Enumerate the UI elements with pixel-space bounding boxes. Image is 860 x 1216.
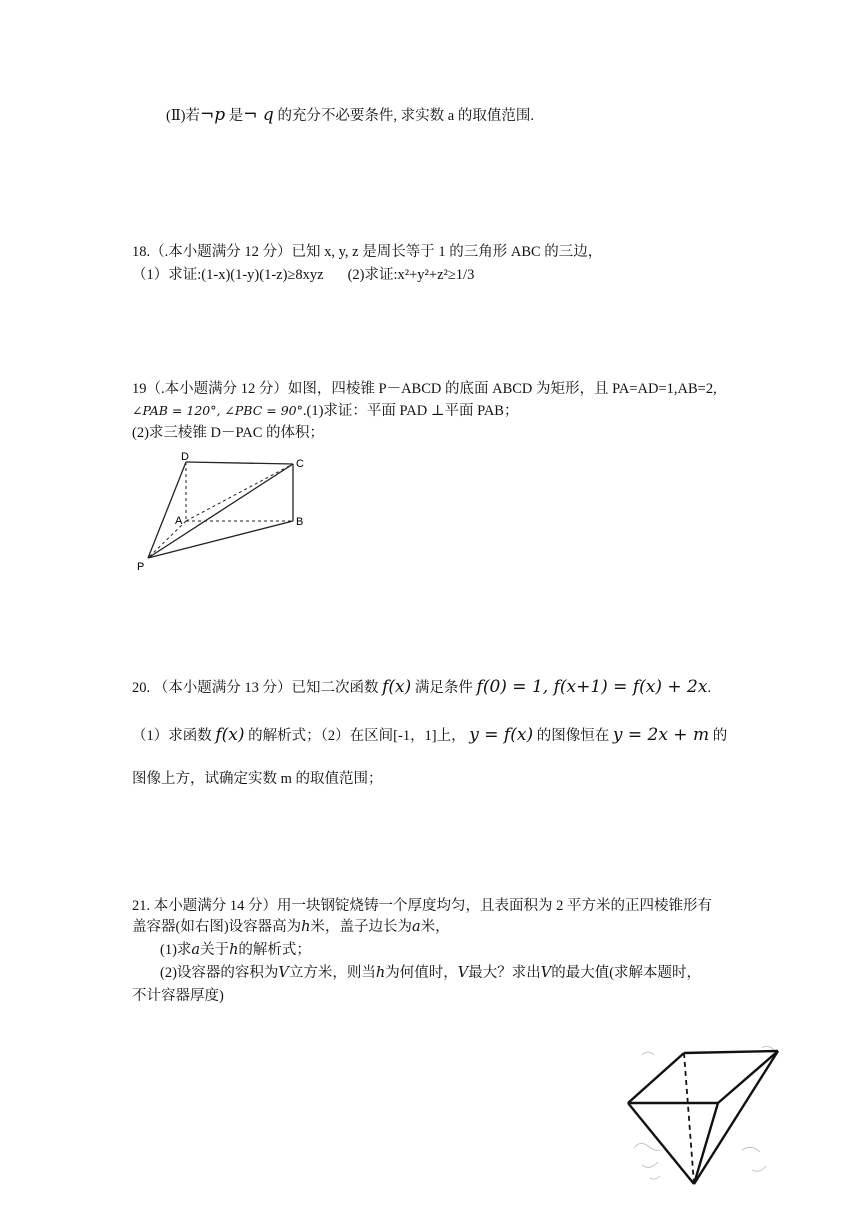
vertex-label-d: D	[181, 451, 189, 463]
q19-line2	[132, 402, 518, 420]
q20-dot: .	[707, 680, 712, 696]
q21-l3b: 关于	[200, 942, 230, 958]
var-v-2: V	[457, 965, 469, 981]
q20-p1-d: 的	[712, 728, 728, 744]
q18-p1-label: （1）求证:	[132, 267, 202, 283]
q17-mid: 是	[225, 108, 244, 124]
q17-rest: 的充分不必要条件, 求实数 a 的取值范围.	[273, 108, 534, 124]
q20-head-a: 20. （本小题满分 13 分）已知二次函数	[132, 680, 379, 696]
q19-p2: (2)求三棱锥 D－PAC 的体积；	[132, 425, 325, 441]
q21-l4e: 的最大值(求解本题时，	[551, 965, 702, 981]
container-figure-q21	[622, 1030, 788, 1200]
q21-line5: 不计容器厚度)	[132, 988, 224, 1004]
q18-head: 18.（.本小题满分 12 分）已知 x, y, z 是周长等于 1 的三角形 ABC 的三边，	[132, 244, 603, 260]
q21-line3	[160, 941, 311, 959]
neg-q-expr: ¬ q	[243, 105, 274, 125]
yfx-expr: y = f(x)	[469, 725, 534, 745]
q18-p2-expr: x²+y²+z²≥1/3	[397, 267, 475, 283]
q19-head: 19（.本小题满分 12 分）如图，四棱锥 P－ABCD 的底面 ABCD 为矩形，且 PA=AD=1,AB=2,	[132, 381, 717, 397]
vertex-label-c: C	[296, 458, 304, 470]
q20-p2: 图像上方，试确定实数 m 的取值范围；	[132, 771, 383, 787]
line-expr: y = 2x + m	[612, 725, 710, 745]
var-h-3: h	[375, 965, 386, 981]
q21-l4b: 立方米，则当	[288, 965, 376, 981]
q21-line4	[160, 964, 701, 982]
q20-p1-c: 的图像恒在	[536, 728, 610, 744]
q18-p2-label: (2)求证:	[347, 267, 398, 283]
q18-parts	[132, 266, 474, 284]
neg-p-expr: ¬p	[200, 105, 226, 125]
q21-l2b: 米，盖子边长为	[310, 919, 412, 935]
vertex-label-a: A	[175, 515, 183, 527]
var-h: h	[301, 919, 311, 935]
q19-p1: .(1)求证：平面 PAD ⊥平面 PAB；	[302, 403, 519, 419]
q20-p1-b: 的解析式；（2）在区间[-1，1]上，	[248, 728, 466, 744]
q20-p1-a: （1）求函数	[132, 728, 212, 744]
q21-l3c: 的解析式；	[238, 942, 311, 958]
q21-l4d: 最大？求出	[468, 965, 541, 981]
q21-l2a: 盖容器(如右图)设容器高为	[132, 919, 302, 935]
q20-line2	[132, 726, 727, 745]
q20-condition: f(0) = 1, f(x+1) = f(x) + 2x	[476, 677, 708, 697]
q21-l2c: 米，	[420, 919, 450, 935]
q21-l3a: (1)求	[160, 942, 192, 958]
q21-line1: 21. 本小题满分 14 分）用一块钢锭烧铸一个厚度均匀，且表面积为 2 平方米的正四棱锥形有	[132, 898, 712, 914]
q20-head-b: 满足条件	[414, 680, 473, 696]
vertex-label-b: B	[296, 516, 304, 528]
pyramid-figure-q19	[130, 448, 330, 578]
fx-expr-2: f(x)	[215, 725, 245, 745]
q17-prefix: (Ⅱ)若	[166, 108, 201, 124]
var-a: a	[412, 919, 421, 935]
fx-expr: f(x)	[382, 677, 412, 697]
q21-l4a: (2)设容器的容积为	[160, 965, 279, 981]
q19-angles: ∠PAB = 120°, ∠PBC = 90°	[132, 403, 303, 418]
q21-l4c: 为何值时，	[385, 965, 458, 981]
q20-head	[132, 678, 711, 697]
q18-p1-expr: (1-x)(1-y)(1-z)≥8xyz	[201, 267, 324, 283]
q21-line2	[132, 918, 450, 936]
q17-part2	[166, 106, 534, 125]
var-h-2: h	[229, 942, 239, 958]
vertex-label-p: P	[137, 561, 145, 573]
var-v-3: V	[540, 965, 552, 981]
var-v: V	[278, 965, 289, 981]
var-a-2: a	[191, 942, 201, 958]
